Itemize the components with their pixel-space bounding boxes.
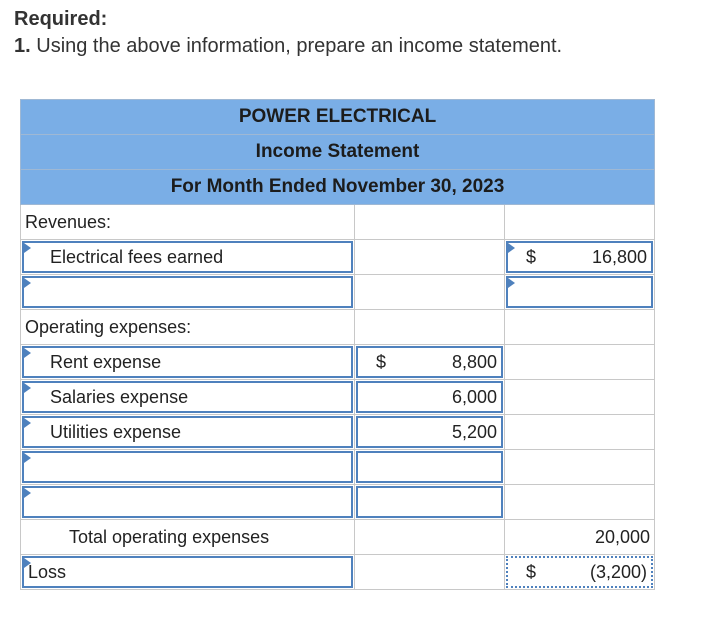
expense-amount: 6,000 [451, 386, 497, 407]
expense-label-text: Utilities expense [50, 421, 182, 442]
expense-label-input[interactable] [22, 486, 353, 518]
company-name: POWER ELECTRICAL [21, 100, 655, 135]
dropdown-marker-icon [24, 558, 31, 568]
question-body: Using the above information, prepare an income statement. [30, 35, 563, 57]
revenues-label: Revenues: [25, 211, 112, 232]
dropdown-marker-icon [508, 243, 515, 253]
revenue-blank-label-input[interactable] [22, 276, 353, 308]
revenue-label-text: Electrical fees earned [50, 246, 224, 267]
table-row [21, 205, 655, 240]
dropdown-marker-icon [24, 383, 31, 393]
table-row [21, 485, 655, 520]
statement-period: For Month Ended November 30, 2023 [21, 170, 655, 205]
expense-amount-input[interactable] [356, 451, 503, 483]
table-row [21, 345, 655, 380]
expense-amount-input[interactable] [356, 346, 503, 378]
expense-label-input[interactable] [22, 381, 353, 413]
opex-label: Operating expenses: [25, 316, 192, 337]
expense-label-input[interactable] [22, 451, 353, 483]
revenue-amount: 16,800 [591, 246, 648, 267]
dropdown-marker-icon [24, 488, 31, 498]
expense-currency: $ [376, 351, 387, 372]
result-label-text: Loss [28, 561, 67, 582]
expense-amount-input[interactable] [356, 381, 503, 413]
table-row [21, 555, 655, 590]
dropdown-marker-icon [508, 278, 515, 288]
revenue-amount-input[interactable] [506, 241, 653, 273]
dropdown-marker-icon [24, 348, 31, 358]
question-number: 1. [14, 35, 31, 57]
total-opex-amount: 20,000 [594, 526, 651, 547]
expense-amount-input[interactable] [356, 416, 503, 448]
revenue-blank-amount-input[interactable] [506, 276, 653, 308]
dropdown-marker-icon [24, 418, 31, 428]
result-label-input[interactable] [22, 556, 353, 588]
required-heading: Required: [14, 8, 108, 30]
expense-amount-input[interactable] [356, 486, 503, 518]
revenue-label-input[interactable] [22, 241, 353, 273]
table-row [21, 240, 655, 275]
statement-title: Income Statement [21, 135, 655, 170]
table-row [21, 310, 655, 345]
question-text [14, 35, 562, 58]
table-row [21, 275, 655, 310]
expense-amount: 5,200 [451, 421, 497, 442]
result-amount-cell [506, 556, 653, 588]
table-row [21, 415, 655, 450]
total-opex-label: Total operating expenses [69, 526, 270, 547]
expense-label-text: Salaries expense [50, 386, 189, 407]
income-statement-table [20, 99, 655, 590]
table-row [21, 520, 655, 555]
expense-amount: 8,800 [451, 351, 497, 372]
dropdown-marker-icon [24, 278, 31, 288]
result-currency: $ [526, 561, 537, 582]
dropdown-marker-icon [24, 453, 31, 463]
table-row [21, 450, 655, 485]
result-amount: (3,200) [589, 561, 648, 582]
expense-label-input[interactable] [22, 416, 353, 448]
table-row [21, 380, 655, 415]
expense-label-text: Rent expense [50, 351, 162, 372]
dropdown-marker-icon [24, 243, 31, 253]
revenue-currency: $ [526, 246, 537, 267]
expense-label-input[interactable] [22, 346, 353, 378]
